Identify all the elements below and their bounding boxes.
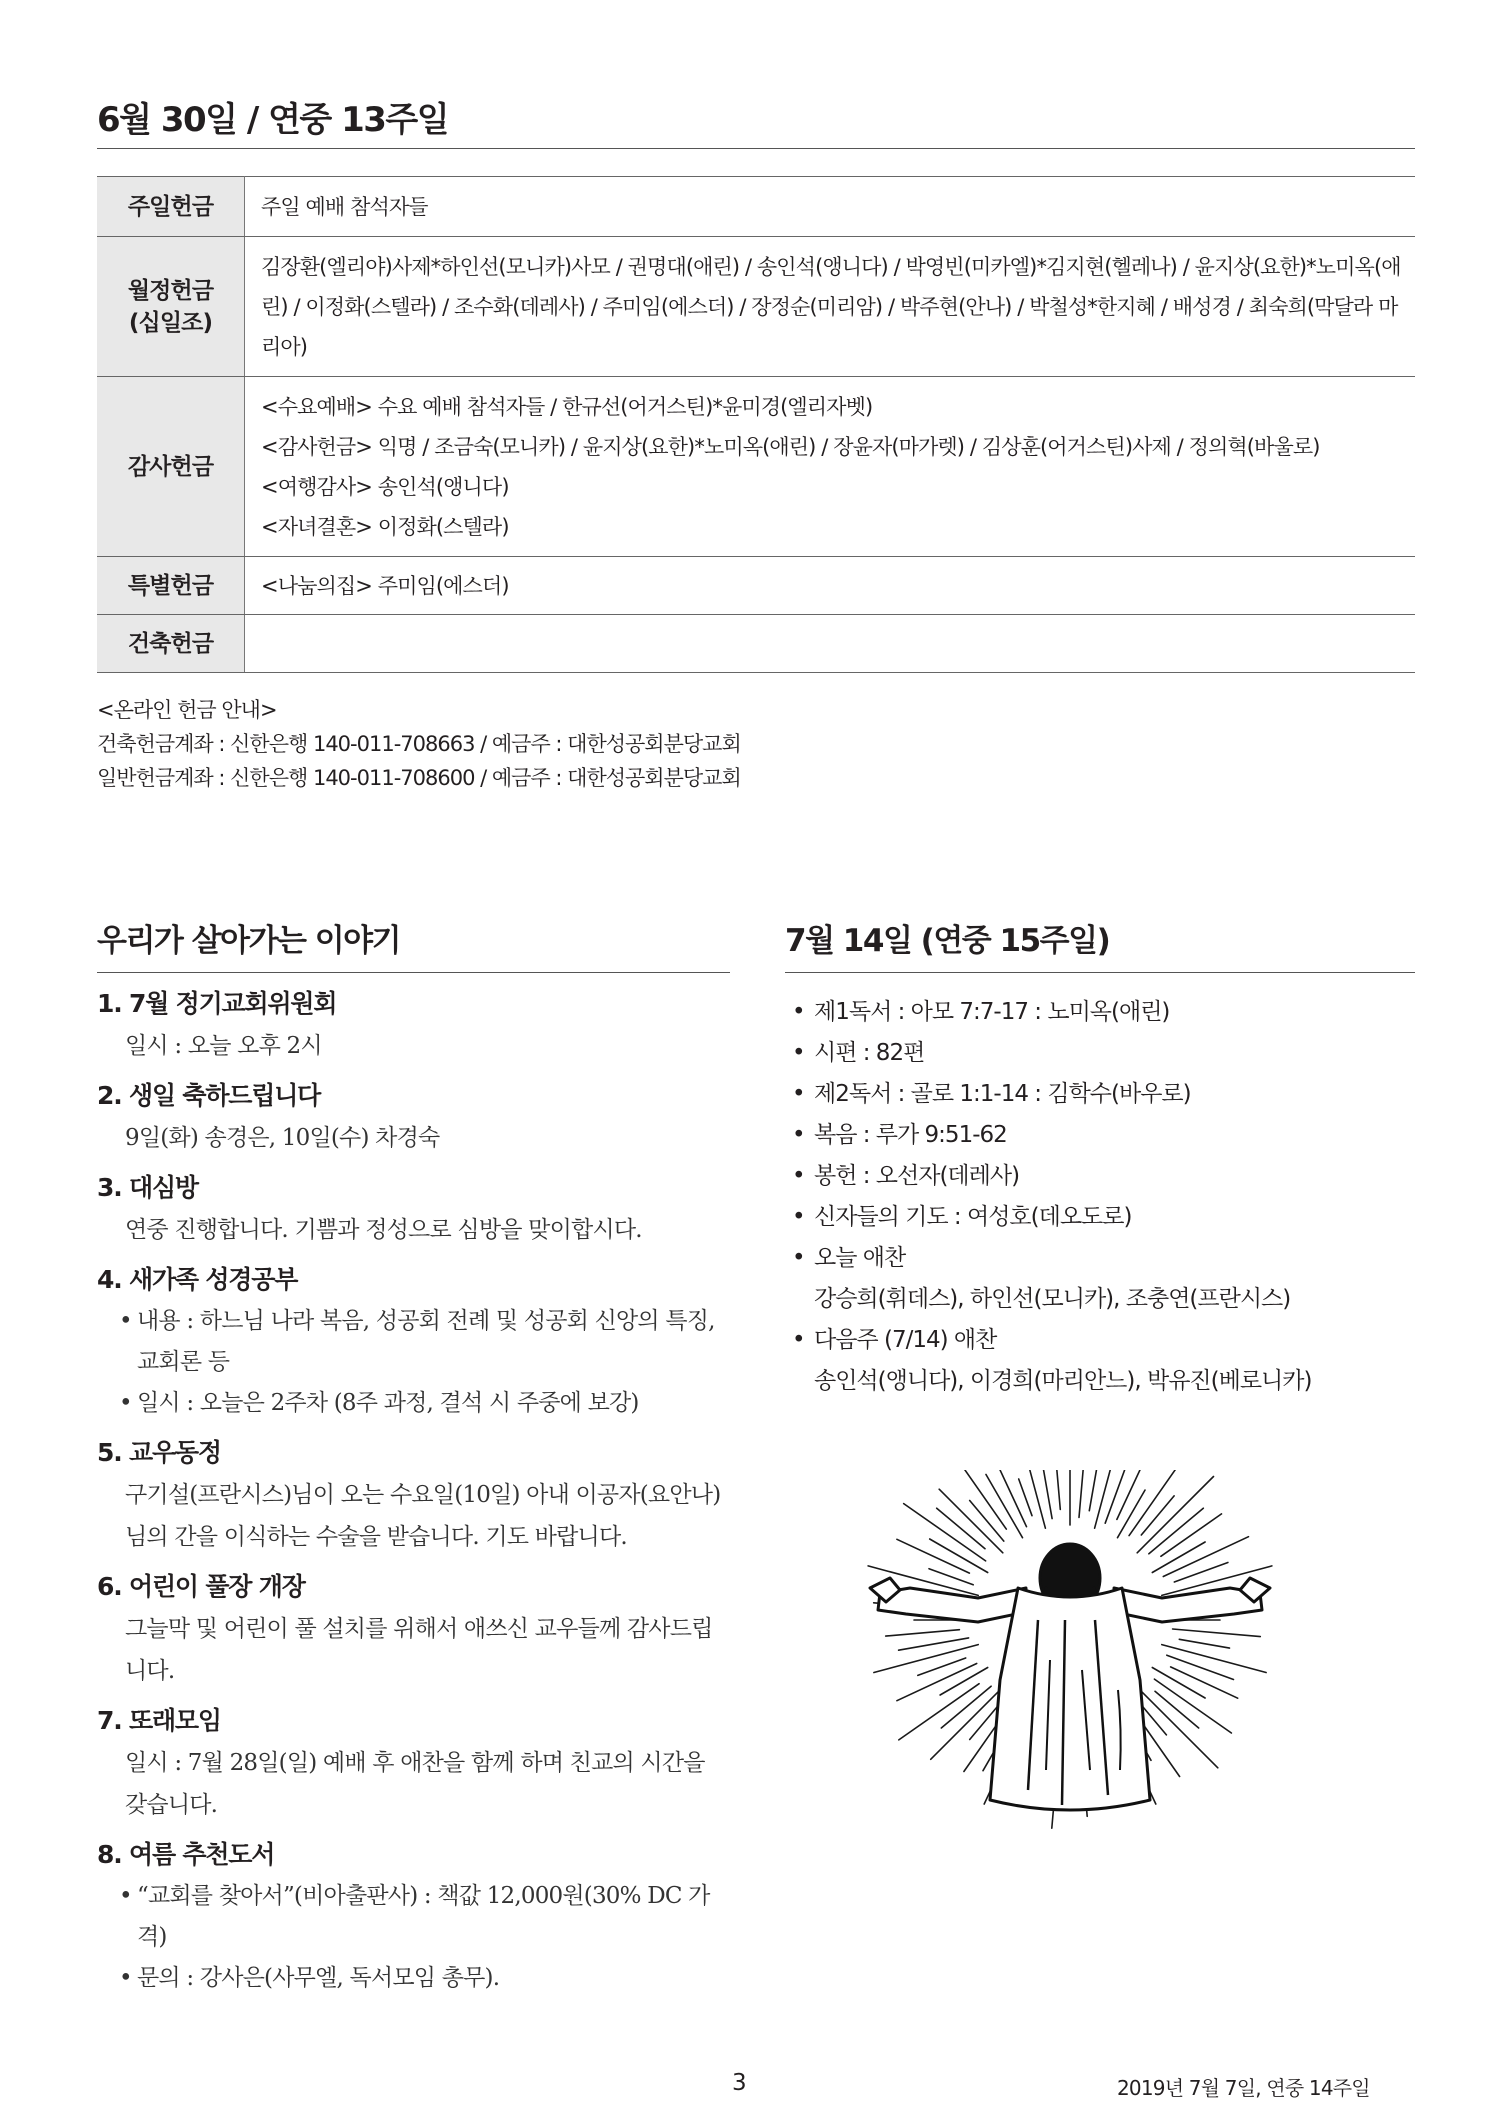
list-item (97, 1167, 730, 1251)
item-heading: 7. 또래모임 (97, 1706, 221, 1735)
row-label: 건축헌금 (97, 615, 245, 673)
item-bullets (97, 1301, 730, 1424)
light-ray (899, 1684, 979, 1740)
account-line: 건축헌금계좌 : 신한은행 140-011-708663 / 예금주 : 대한성공회분당교회 (97, 732, 741, 756)
row-content (245, 377, 1416, 557)
item-heading: 1. 7월 정기교회위원회 (97, 989, 337, 1018)
item-body: 연중 진행합니다. 기쁨과 정성으로 심방을 맞이합시다. (125, 1217, 642, 1243)
light-ray (1141, 1496, 1174, 1535)
list-item (97, 1700, 730, 1826)
list-item: • 제1독서 : 아모 7:7-17 : 노미옥(애린) (790, 992, 1410, 1033)
row-content (245, 237, 1416, 377)
light-ray (1079, 1470, 1086, 1517)
light-ray (931, 1687, 1003, 1759)
row-content (245, 557, 1416, 615)
item-heading: 3. 대심방 (97, 1173, 198, 1202)
light-ray (899, 1638, 969, 1650)
item-bullets (97, 1876, 730, 1999)
row-text: <자녀결혼> 이정화(스텔라) (261, 514, 509, 539)
light-ray (886, 1630, 960, 1636)
online-giving (97, 693, 741, 795)
account-line: 일반헌금계좌 : 신한은행 140-011-708600 / 예금주 : 대한성공회분당교회 (97, 766, 741, 790)
table-row (97, 377, 1415, 557)
list-item (97, 1075, 730, 1159)
light-ray (904, 1504, 986, 1561)
item-body: 9일(화) 송경은, 10일(수) 차경숙 (125, 1125, 440, 1151)
list-item (97, 1432, 730, 1558)
light-ray (970, 1501, 1004, 1542)
light-ray (940, 1668, 988, 1696)
footer-date: 2019년 7월 7일, 연중 14주일 (1117, 2076, 1370, 2100)
list-item: • 제2독서 : 골로 1:1-14 : 김학수(바우로) (790, 1074, 1410, 1115)
reading-list (790, 992, 1410, 1402)
row-label: 특별헌금 (97, 557, 245, 615)
list-item (97, 1259, 730, 1424)
row-label: 주일헌금 (97, 177, 245, 237)
bullet-item: • 일시 : 오늘은 2주차 (8주 과정, 결석 시 주중에 보강) (119, 1383, 730, 1424)
item-heading: 6. 어린이 풀장 개장 (97, 1572, 305, 1601)
bullet-item: • 문의 : 강사은(사무엘, 독서모임 총무). (119, 1958, 730, 1999)
table-row (97, 237, 1415, 377)
light-ray (1019, 1479, 1032, 1516)
light-ray (1117, 1470, 1158, 1519)
item-body: 일시 : 7월 28일(일) 예배 후 애찬을 함께 하며 친교의 시간을 갖습니다. (125, 1750, 705, 1818)
row-text: 김장환(엘리야)사제*하인선(모니카)사모 / 권명대(애린) / 송인석(앵니다) / 박영빈(미카엘)*김지현(헬레나) / 윤지상(요한)*노미옥(애린) / 이정화(스텔라) / 조수화(데레사) / 주미임(에스더) / 장정순(미리암) / 박주현(안나) / 박철성*한지혜 / 배성경 / 최숙희(막달라 마리아) (261, 254, 1401, 359)
list-item: • 봉헌 : 오선자(데레사) (790, 1156, 1410, 1197)
christ-figure (870, 1544, 1270, 1810)
item-heading: 4. 새가족 성경공부 (97, 1265, 298, 1294)
row-text: <나눔의집> 주미임(에스더) (261, 573, 509, 598)
light-ray (1129, 1470, 1180, 1536)
row-content (245, 615, 1416, 673)
item-body: 일시 : 오늘 오후 2시 (125, 1033, 322, 1059)
light-ray (1052, 1470, 1060, 1509)
risen-christ-illustration (850, 1470, 1290, 1880)
list-item: • 신자들의 기도 : 여성호(데오도로) (790, 1197, 1410, 1238)
light-ray (1154, 1679, 1231, 1733)
news-title: 우리가 살아가는 이야기 (97, 920, 730, 973)
page-number: 3 (732, 2070, 747, 2096)
row-text: <여행감사> 송인석(앵니다) (261, 474, 509, 499)
item-body: 그늘막 및 어린이 풀 설치를 위해서 애쓰신 교우들께 감사드립니다. (125, 1616, 713, 1684)
list-item-sub: 송인석(앵니다), 이경희(마리안느), 박유진(베로니카) (814, 1368, 1312, 1394)
news-list (97, 983, 730, 2007)
list-item (97, 1566, 730, 1692)
light-ray (1118, 1490, 1146, 1538)
list-item (97, 1834, 730, 1999)
row-text: <감사헌금> 익명 / 조금숙(모니카) / 윤지상(요한)*노미옥(애린) / 장윤자(마가렛) / 김상훈(어거스틴)사제 / 정의혁(바울로) (261, 434, 1320, 459)
light-ray (1173, 1629, 1261, 1637)
next-sunday-title: 7월 14일 (연중 15주일) (785, 920, 1415, 973)
table-row (97, 557, 1415, 615)
light-ray (1137, 1477, 1213, 1553)
table-row (97, 615, 1415, 673)
light-ray (1155, 1691, 1199, 1728)
light-ray (1171, 1667, 1238, 1698)
list-item: • 시편 : 82편 (790, 1033, 1410, 1074)
row-label: 감사헌금 (97, 377, 245, 557)
item-heading: 8. 여름 추천도서 (97, 1840, 275, 1869)
light-ray (939, 1489, 1003, 1553)
table-row (97, 177, 1415, 237)
light-ray (1167, 1655, 1234, 1679)
light-ray (1137, 1687, 1218, 1768)
row-text: <수요예배> 수요 예배 참석자들 / 한규선(어거스틴)*윤미경(엘리자벳) (261, 394, 873, 419)
item-heading: 5. 교우동정 (97, 1438, 221, 1467)
row-label (97, 237, 245, 377)
item-body: 구기설(프란시스)님이 오는 수요일(10일) 아내 이공자(요안나)님의 간을 이식하는 수술을 받습니다. 기도 바랍니다. (125, 1482, 721, 1550)
row-text: 주일 예배 참석자들 (261, 194, 428, 219)
light-ray (957, 1470, 1006, 1529)
list-item: • 복음 : 루가 9:51-62 (790, 1115, 1410, 1156)
section-title: 6월 30일 / 연중 13주일 (97, 96, 1415, 149)
offering-table (97, 176, 1415, 673)
list-item: • 다음주 (7/14) 애찬 (790, 1320, 1410, 1361)
row-label-line: 월정헌금 (127, 277, 214, 304)
list-item: • 오늘 애찬 (790, 1238, 1410, 1279)
list-item (97, 983, 730, 1067)
light-ray (1021, 1470, 1046, 1528)
light-ray (1179, 1639, 1229, 1648)
bullet-item: • “교회를 찾아서”(비아출판사) : 책값 12,000원(30% DC 가격) (119, 1876, 730, 1958)
light-ray (1089, 1470, 1097, 1511)
row-content (245, 177, 1416, 237)
light-ray (1152, 1542, 1205, 1573)
online-giving-title: <온라인 헌금 안내> (97, 698, 277, 722)
light-ray (1042, 1470, 1052, 1519)
list-item-sub: 강승희(휘데스), 하인선(모니카), 조충연(프란시스) (814, 1286, 1291, 1312)
item-heading: 2. 생일 축하드립니다 (97, 1081, 321, 1110)
row-label-line: (십일조) (128, 309, 213, 336)
bullet-item: • 내용 : 하느님 나라 복음, 성공회 전례 및 성공회 신앙의 특징, 교회론 등 (119, 1301, 730, 1383)
